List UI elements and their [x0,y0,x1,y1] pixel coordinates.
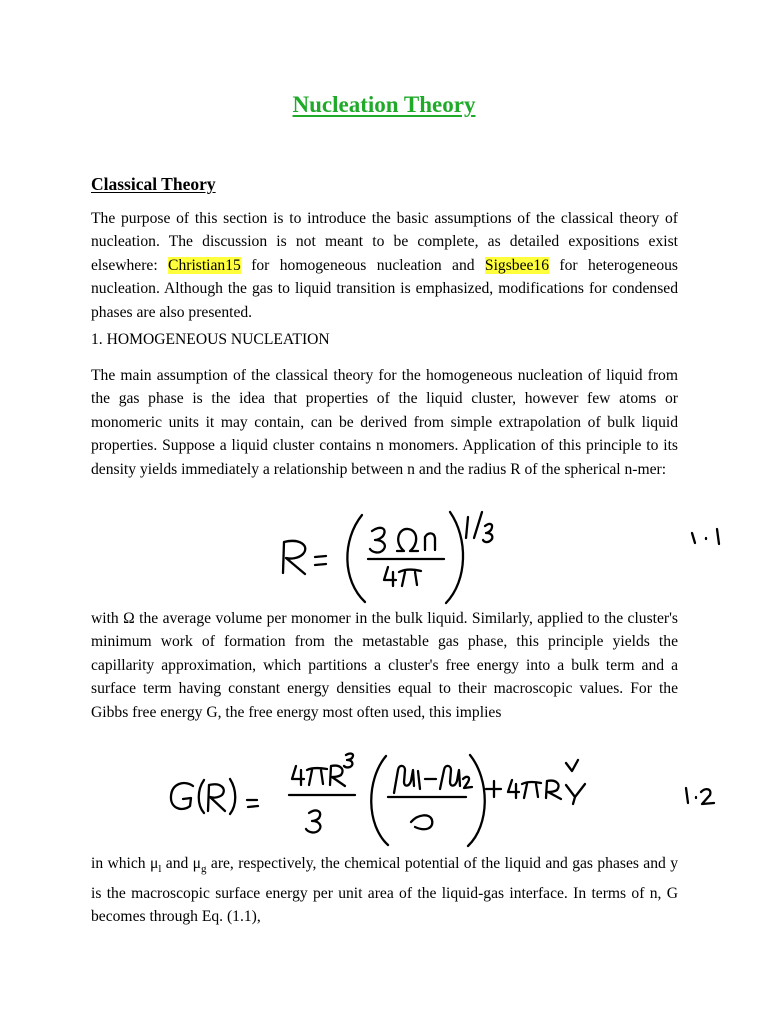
page-title: Nucleation Theory [292,92,476,117]
p4-text-3: are, respectively, the chemical potential of the liquid and gas phases and y is the macroscopic surface energy per unit area of the liquid-gas interface. In terms of n, G becomes through Eq. (1.1), [91,855,678,925]
subsection-heading: 1. HOMOGENEOUS NUCLEATION [91,331,330,348]
citation-christian: Christian15 [168,256,241,274]
capillarity-paragraph: with Ω the average volume per monomer in the bulk liquid. Similarly, applied to the cluster's minimum work of formation from the metastable gas phase, this principle yields the capillarity approximation, which partitions a cluster's free energy into a bulk term and a surface term having constant energy densities equal to their macroscopic values. For the Gibbs free energy G, the free energy most often used, this implies [91,610,678,721]
intro-paragraph [91,207,678,324]
p4-sub-l: l [158,863,162,876]
eq1-handwriting [283,512,719,603]
intro-text-end: for heterogeneous nucleation. Although the gas to liquid transition is emphasized, modifications for condensed phases are also presented. [91,256,679,321]
eq2-handwriting [171,754,714,846]
p4-text-2: and μ [161,855,202,872]
intro-text-start: The purpose of this section is to introduce the basic assumptions of the classical theory of nucleation. The discussion is not meant to be complete, as detailed expositions exist elsewhere: [91,210,678,274]
section-heading: Classical Theory [91,174,216,194]
citation-sigsbee: Sigsbee16 [484,256,550,274]
p4-sub-g: g [201,863,207,876]
chemical-potential-paragraph [91,852,678,928]
intro-text-middle: for homogeneous nucleation and [240,256,485,274]
homogeneous-paragraph: The main assumption of the classical theory for the homogeneous nucleation of liquid from the gas phase is the idea that properties of the liquid cluster, however few atoms or monomeric units it may contain, can be derived from simple extrapolation of bulk liquid properties. Suppose a liquid cluster contains n monomers. Application of this principle to its density yields immediately a relationship between n and the radius R of the spherical n-mer: [91,367,678,478]
p4-text-1: in which μ [91,855,159,872]
